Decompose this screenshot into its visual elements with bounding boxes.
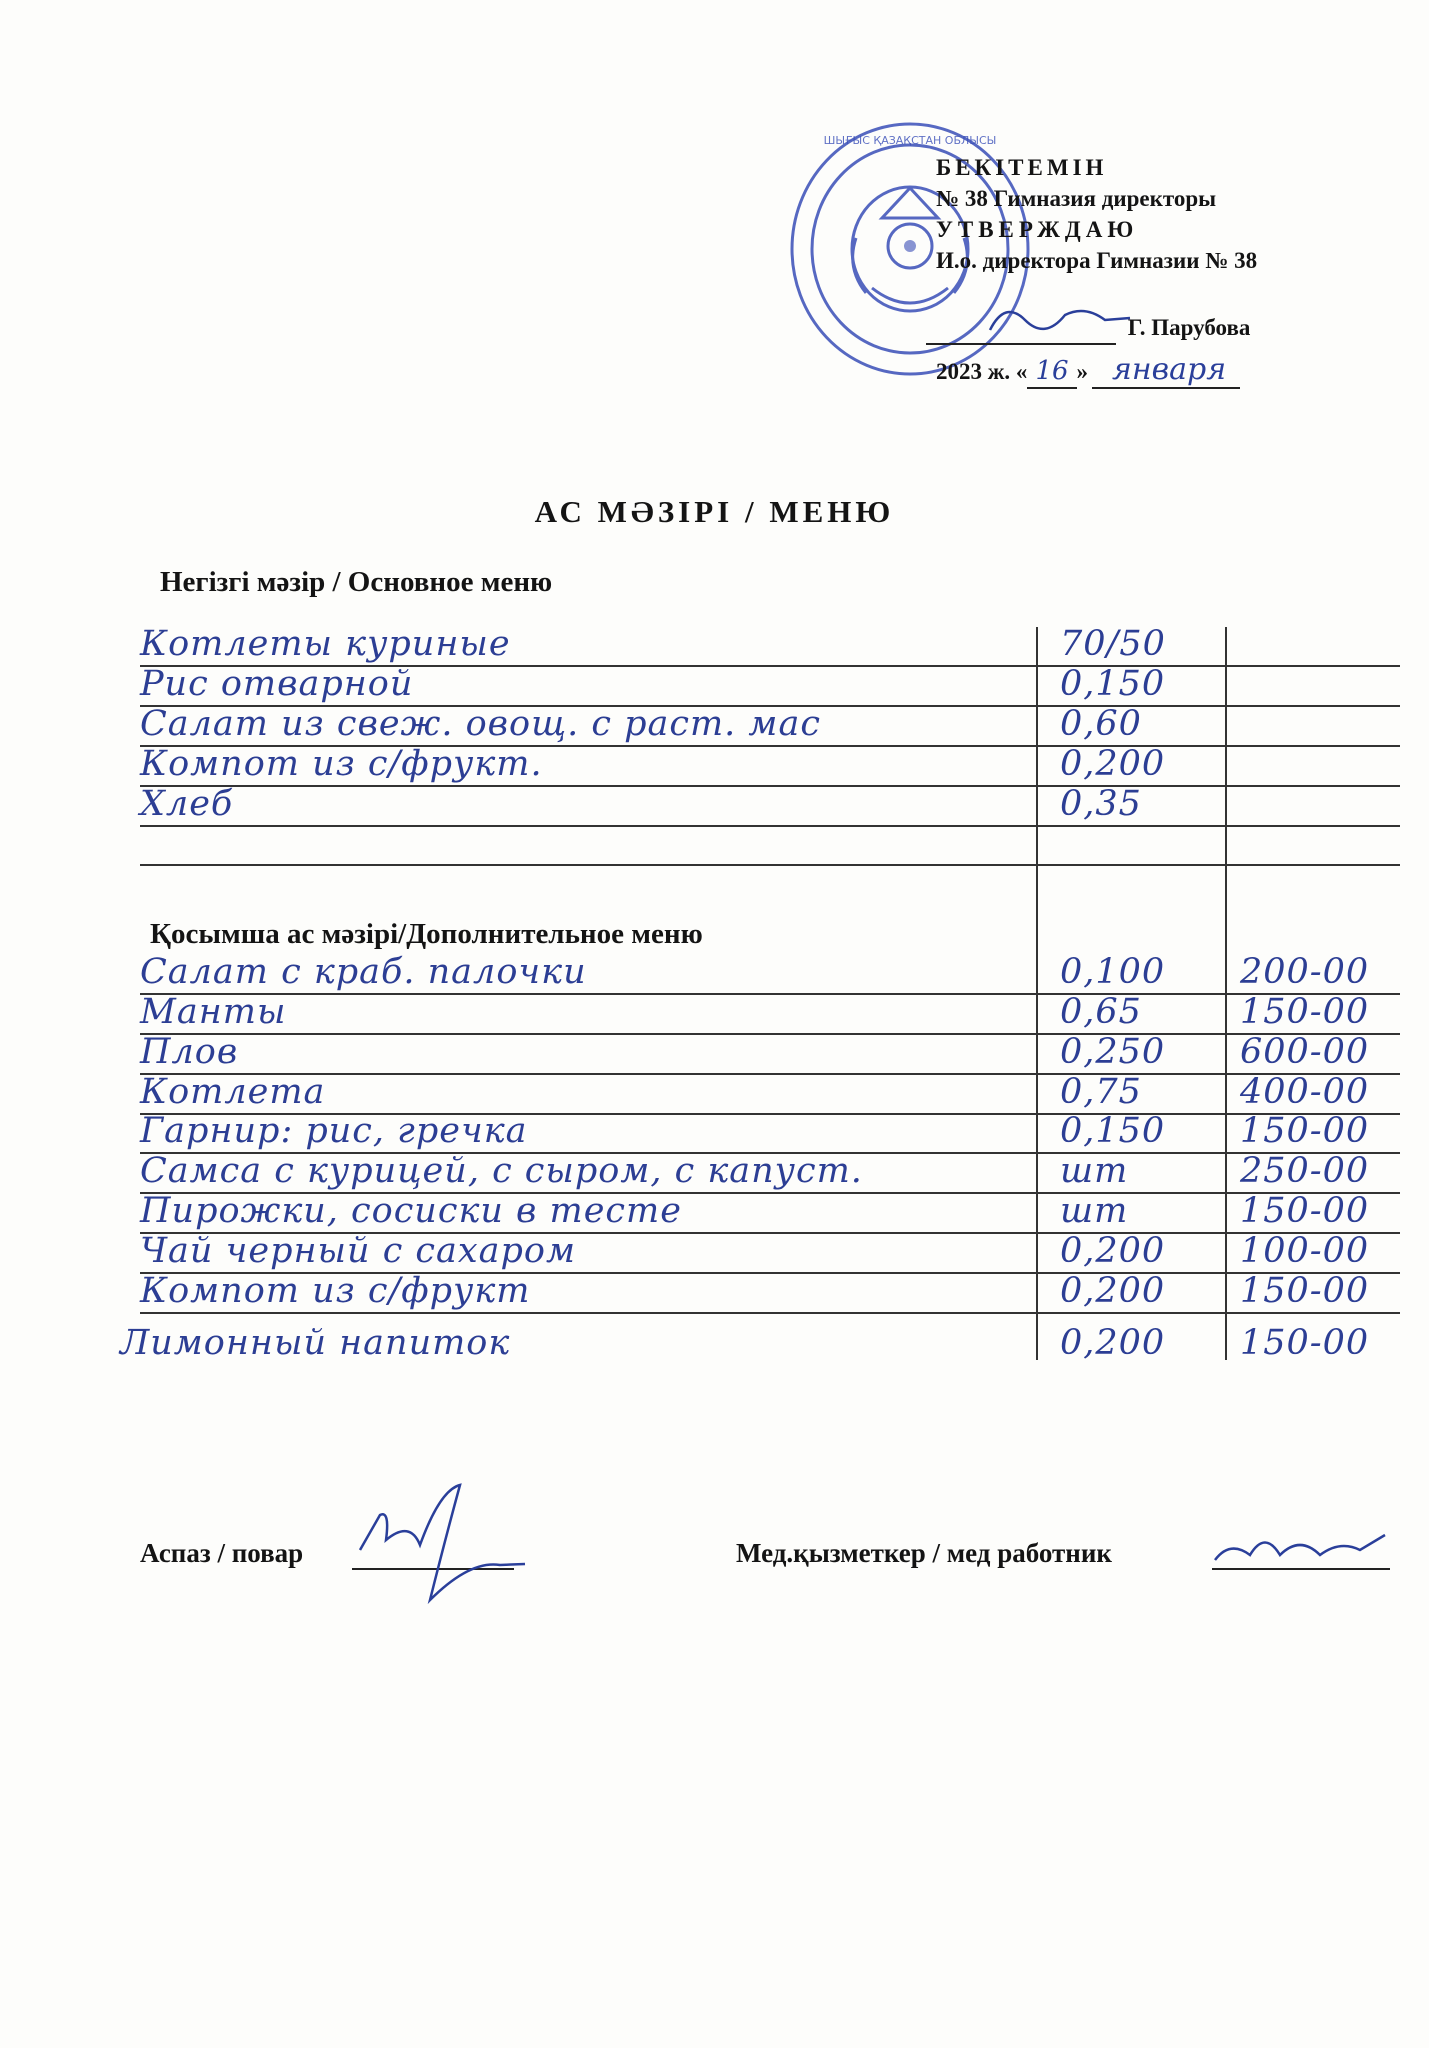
main-item-name: Рис отварной [140,664,414,704]
extra-item-qty: 0,100 [1060,952,1166,992]
row-line [140,825,1400,827]
extra-item-name: Компот из с/фрукт [140,1271,531,1311]
extra-item-name: Манты [140,992,287,1032]
medic-signature [1210,1520,1390,1580]
extra-item-name: Пирожки, сосиски в тесте [140,1191,682,1231]
main-item-name: Салат из свеж. овощ. с раст. мас [140,704,821,744]
cook-signature [350,1480,530,1610]
director-name: Г. Парубова [1127,315,1251,340]
main-item-name: Компот из с/фрукт. [140,744,543,784]
main-item-qty: 0,200 [1060,744,1166,784]
row-line [140,785,1400,787]
extra-item-name: Самса с курицей, с сыром, с капуст. [140,1151,863,1191]
extra-item-price: 250-00 [1240,1151,1370,1191]
extra-item-price: 100-00 [1240,1231,1370,1271]
approval-line-2: № 38 Гимназия директоры [936,186,1217,211]
extra-item-qty: 0,65 [1060,992,1142,1032]
cook-label: Аспаз / повар [140,1538,304,1568]
medic-label: Мед.қызметкер / мед работник [736,1538,1112,1568]
page-title: АС МӘЗІРІ / МЕНЮ [534,494,895,529]
approval-date [936,354,1240,389]
extra-item-qty: 0,75 [1060,1072,1142,1112]
extra-item-qty: шт [1060,1191,1129,1231]
extra-item-price: 150-00 [1240,1271,1370,1311]
extra-item-name: Котлета [140,1072,326,1112]
extra-item-qty: 0,200 [1060,1271,1166,1311]
extra-item-name: Чай черный с сахаром [140,1231,577,1271]
extra-item-name: Плов [140,1032,239,1072]
date-month: января [1112,352,1227,387]
main-menu-heading: Негізгі мәзір / Основное меню [160,566,553,598]
main-item-name: Хлеб [140,784,234,824]
extra-item-name: Гарнир: рис, гречка [140,1111,528,1151]
extra-item-price: 150-00 [1240,992,1370,1032]
approval-line-1: БЕКІТЕМІН [936,155,1108,180]
extra-item-price: 150-00 [1240,1191,1370,1231]
extra-item-name: Салат с краб. палочки [140,952,587,992]
row-line [140,864,1400,866]
date-suffix: » [1076,359,1089,384]
approval-line-4: И.о. директора Гимназии № 38 [936,248,1258,273]
extra-item-price: 150-00 [1240,1111,1370,1151]
main-item-name: Котлеты куриные [140,624,511,664]
date-day: 16 [1035,356,1069,386]
extra-item-price: 200-00 [1240,952,1370,992]
row-line [140,1073,1400,1075]
extra-item-qty: 0,250 [1060,1032,1166,1072]
extra-item-price: 600-00 [1240,1032,1370,1072]
main-item-qty: 0,60 [1060,704,1142,744]
extra-item-price: 150-00 [1240,1323,1370,1363]
row-line [140,1312,1400,1314]
svg-text:ШЫҒЫС ҚАЗАҚСТАН ОБЛЫСЫ: ШЫҒЫС ҚАЗАҚСТАН ОБЛЫСЫ [823,134,997,147]
main-item-qty: 0,35 [1060,784,1142,824]
extra-item-name: Лимонный напиток [120,1323,511,1363]
main-item-qty: 70/50 [1060,624,1166,664]
director-signature [985,290,1135,350]
extra-item-qty: шт [1060,1151,1129,1191]
extra-item-qty: 0,150 [1060,1111,1166,1151]
main-item-qty: 0,150 [1060,664,1166,704]
extra-item-qty: 0,200 [1060,1231,1166,1271]
extra-menu-heading: Қосымша ас мәзірі/Дополнительное меню [150,918,703,950]
approval-line-3: УТВЕРЖДАЮ [936,217,1139,242]
row-line [140,993,1400,995]
extra-item-price: 400-00 [1240,1072,1370,1112]
row-line [140,1033,1400,1035]
extra-item-qty: 0,200 [1060,1323,1166,1363]
date-prefix: 2023 ж. « [936,359,1028,384]
